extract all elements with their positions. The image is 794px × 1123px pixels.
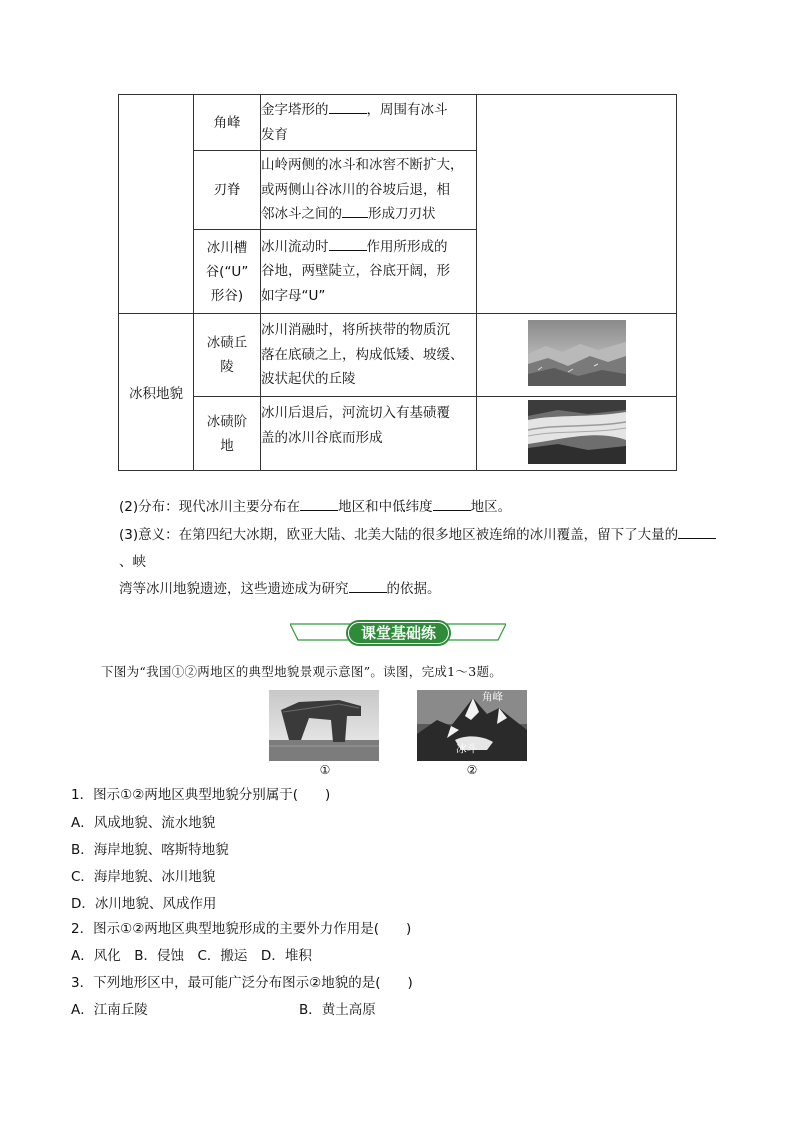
- table-row: [119, 95, 677, 151]
- question-intro: 下图为“我国①②两地区的典型地貌景观示意图”。读图，完成1～3题。: [101, 664, 503, 679]
- fill-blank[interactable]: [300, 498, 338, 511]
- figure-1-caption: ①: [319, 763, 331, 777]
- landform-name: 冰碛丘 陵: [194, 314, 261, 397]
- category-cell: 冰积地貌: [119, 314, 194, 471]
- landform-name: 冰碛阶 地: [194, 397, 261, 471]
- fill-blank[interactable]: [433, 498, 471, 511]
- option-d[interactable]: D．冰川地貌、风成作用: [71, 896, 217, 912]
- options-row: [71, 1000, 413, 1027]
- landform-description: 山岭两侧的冰斗和冰窖不断扩大， 或两侧山谷冰川的谷坡后退，相 邻冰斗之间的 形成刀刃状: [261, 151, 477, 230]
- option-c[interactable]: C．海岸地貌、冰川地貌: [71, 869, 216, 885]
- landform-table: [118, 94, 677, 471]
- fill-blank[interactable]: [349, 580, 387, 593]
- option-a[interactable]: A．江南丘陵: [71, 1002, 148, 1018]
- moraine-hills-photo-cell: [477, 314, 677, 397]
- cirque-label: 冰斗: [456, 743, 477, 755]
- options-row[interactable]: A．风化 B．侵蚀 C．搬运 D．堆积: [71, 948, 312, 964]
- landform-description: 冰川后退后，河流切入有基碛覆 盖的冰川谷底而形成: [261, 397, 477, 471]
- section-banner-title: 课堂基础练: [360, 624, 436, 642]
- question-stem: 2．图示①②两地区典型地貌形成的主要外力作用是( ): [71, 921, 412, 937]
- fill-blank[interactable]: [329, 238, 367, 251]
- question-3: [71, 973, 413, 1027]
- fill-blank[interactable]: [342, 205, 368, 218]
- moraine-hills-photo: [528, 320, 626, 386]
- table-row: [119, 397, 677, 471]
- option-b[interactable]: B．海岸地貌、喀斯特地貌: [71, 842, 229, 858]
- question-2: [71, 919, 411, 973]
- landform-name: 刃脊: [194, 151, 261, 230]
- significance-paragraph: (3)意义：在第四纪大冰期，欧亚大陆、北美大陆的很多地区被连绵的冰川覆盖，留下了大量的、峡 湾等冰川地貌遗迹，这些遗迹成为研究 的依据。: [119, 522, 719, 603]
- question-1: [71, 785, 330, 921]
- category-cell-empty: [119, 95, 194, 314]
- picture-cell-empty: [477, 95, 677, 314]
- option-b[interactable]: B．黄土高原: [299, 1002, 376, 1018]
- option-a[interactable]: A．风成地貌、流水地貌: [71, 815, 216, 831]
- landform-description: 冰川消融时，将所挟带的物质沉 落在底碛之上，构成低矮、坡缓、 波状起伏的丘陵: [261, 314, 477, 397]
- figure-2-caption: ②: [466, 763, 478, 777]
- peak-label: 角峰: [482, 691, 503, 703]
- fill-blank[interactable]: [329, 101, 367, 114]
- landform-name: 角峰: [194, 95, 261, 151]
- question-stem: 1．图示①②两地区典型地貌分别属于( ): [71, 787, 331, 803]
- figure-1-coastal-arch: [269, 690, 379, 761]
- moraine-terrace-photo: [528, 400, 626, 464]
- landform-name: 冰川槽 谷(“U” 形谷): [194, 230, 261, 314]
- question-stem: 3．下列地形区中，最可能广泛分布图示②地貌的是( ): [71, 975, 413, 991]
- landform-description: 金字塔形的 ，周围有冰斗 发育: [261, 95, 477, 151]
- landform-description: 冰川流动时 作用所形成的 谷地，两壁陡立，谷底开阔，形 如字母“U”: [261, 230, 477, 314]
- fill-blank[interactable]: [678, 526, 716, 539]
- distribution-paragraph: (2)分布：现代冰川主要分布在 地区和中低纬度 地区。: [119, 499, 512, 515]
- table-row: [119, 314, 677, 397]
- moraine-terrace-photo-cell: [477, 397, 677, 471]
